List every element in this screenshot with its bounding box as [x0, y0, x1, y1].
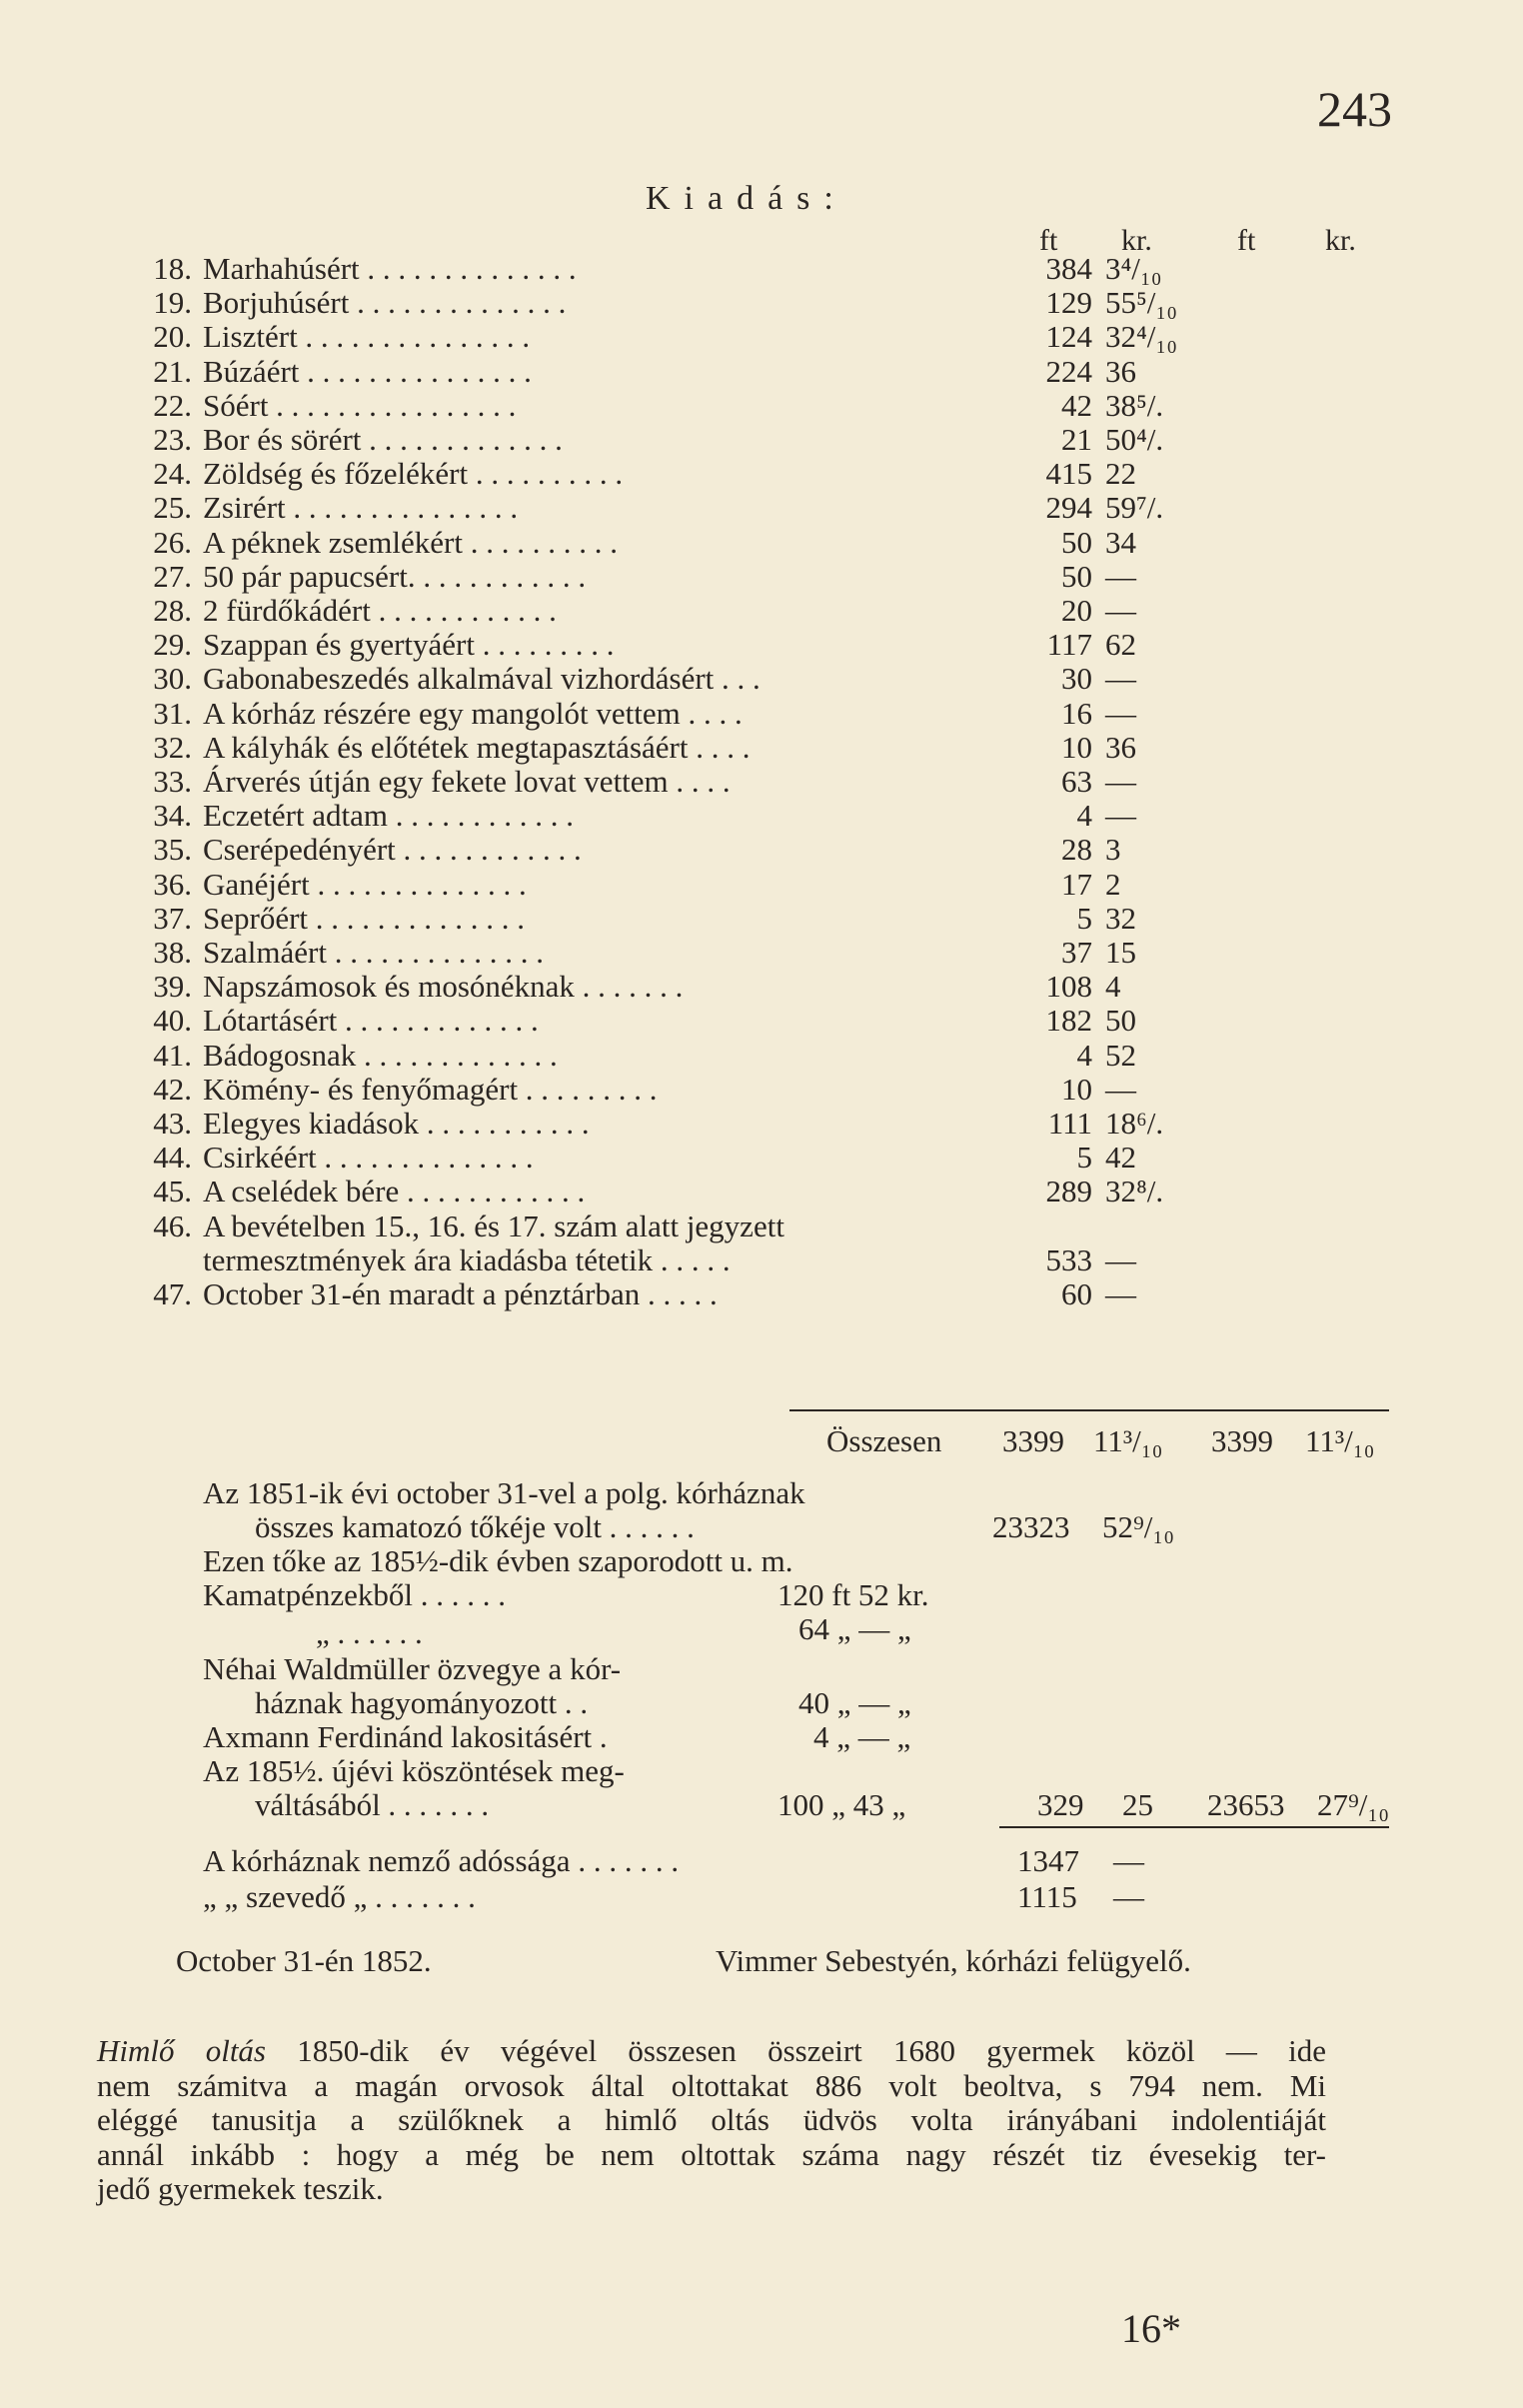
row-number: 18.	[153, 251, 192, 286]
capital-rule	[999, 1826, 1389, 1828]
capital-increase-kr: 25	[1122, 1787, 1153, 1822]
note-line-5: jedő gyermekek teszik.	[97, 2171, 384, 2206]
row-ft: 10	[1061, 1071, 1092, 1107]
table-row	[0, 1107, 1523, 1141]
row-kr: 2	[1105, 866, 1121, 902]
row-kr: —	[1105, 764, 1136, 799]
row-kr: 18⁶/.	[1105, 1106, 1164, 1141]
row-label: Gabonabeszedés alkalmával vizhordásért . . .	[203, 661, 761, 697]
row-ft: 50	[1061, 524, 1092, 560]
row-number: 24.	[153, 456, 192, 492]
note-line-2: nem számitva a magán orvosok által oltottakat 886 volt beoltva, s 794 nem. Mi	[97, 2067, 1326, 2103]
row-label: Elegyes kiadások . . . . . . . . . . .	[203, 1106, 590, 1141]
table-row	[0, 286, 1523, 320]
table-row	[0, 423, 1523, 457]
table-row	[0, 457, 1523, 491]
capital-ft: 23323	[992, 1509, 1070, 1544]
table-row	[0, 252, 1523, 286]
table-row	[0, 697, 1523, 731]
signature-date: October 31-én 1852.	[176, 1943, 432, 1978]
row-label: 2 fürdőkádért . . . . . . . . . . . .	[203, 593, 557, 628]
capital-total-ft: 23653	[1207, 1787, 1285, 1822]
row-label: A kályhák és előtétek megtapasztásáért . . . .	[203, 729, 751, 765]
debt-kr-2: —	[1113, 1879, 1144, 1914]
row-ft: 16	[1061, 695, 1092, 731]
row-label: Kömény- és fenyőmagért . . . . . . . . .	[203, 1071, 658, 1107]
row-ft: 21	[1061, 422, 1092, 457]
table-row	[0, 526, 1523, 560]
capital-total-kr: 27⁹/₁₀	[1317, 1787, 1390, 1822]
row-number: 21.	[153, 353, 192, 389]
debt-ft-2: 1115	[1017, 1879, 1077, 1914]
row-kr: 59⁷/.	[1105, 490, 1164, 526]
row-kr: —	[1105, 1241, 1136, 1277]
signature-name: Vimmer Sebestyén, kórházi felügyelő.	[716, 1943, 1191, 1978]
row-ft: 117	[1046, 627, 1092, 663]
row-label: A péknek zsemlékért . . . . . . . . . .	[203, 524, 618, 560]
row-ft: 415	[1045, 456, 1092, 492]
row-kr: 50⁴/.	[1105, 422, 1164, 457]
row-ft: 60	[1061, 1276, 1092, 1311]
note-line-3: eléggé tanusitja a szülőknek a himlő oltás üdvös volta irányábani indolentiáját	[97, 2102, 1326, 2137]
table-row	[0, 594, 1523, 628]
total-ft: 3399	[1002, 1423, 1064, 1458]
row-ft: 5	[1076, 1140, 1092, 1176]
row-label: Bádogosnak . . . . . . . . . . . . .	[203, 1037, 558, 1073]
row-label: Árverés útján egy fekete lovat vettem . . . .	[203, 764, 731, 799]
row-label: Búzáért . . . . . . . . . . . . . . .	[203, 353, 532, 389]
row-ft: 384	[1045, 251, 1092, 286]
capital-line-4-value: 120 ft 52 kr.	[777, 1577, 929, 1612]
page-number: 243	[1317, 81, 1392, 137]
capital-line-10-value: 100 „ 43 „	[777, 1787, 906, 1822]
row-ft: 124	[1045, 319, 1092, 355]
row-label: 50 pár papucsért. . . . . . . . . . . .	[203, 558, 587, 594]
capital-line-4: Kamatpénzekből . . . . . .	[203, 1577, 507, 1612]
row-label: Ganéjért . . . . . . . . . . . . . .	[203, 866, 527, 902]
col-header-kr-2: kr.	[1325, 224, 1356, 257]
row-label: Zöldség és főzelékért . . . . . . . . . .	[203, 456, 624, 492]
row-ft: 289	[1045, 1174, 1092, 1209]
table-row	[0, 1073, 1523, 1107]
row-number: 36.	[153, 866, 192, 902]
table-row	[0, 1209, 1523, 1243]
row-label: Marhahúsért . . . . . . . . . . . . . .	[203, 251, 577, 286]
row-ft: 224	[1045, 353, 1092, 389]
row-label: Sóért . . . . . . . . . . . . . . . .	[203, 387, 517, 423]
row-kr: 42	[1105, 1140, 1136, 1176]
row-ft: 17	[1061, 866, 1092, 902]
row-number: 19.	[153, 285, 192, 321]
capital-increase-ft: 329	[1037, 1787, 1084, 1822]
row-ft: 28	[1061, 832, 1092, 868]
row-number: 33.	[153, 764, 192, 799]
row-kr: —	[1105, 1276, 1136, 1311]
col-header-kr: kr.	[1121, 224, 1152, 257]
capital-line-7: háznak hagyományozott . .	[255, 1685, 589, 1720]
row-kr: —	[1105, 661, 1136, 697]
table-row	[0, 1004, 1523, 1038]
row-number: 31.	[153, 695, 192, 731]
row-number: 44.	[153, 1140, 192, 1176]
col-header-ft-2: ft	[1237, 224, 1256, 257]
signature-mark: 16*	[1121, 2306, 1181, 2351]
row-label: Csirkéért . . . . . . . . . . . . . .	[203, 1140, 534, 1176]
row-number: 46.	[153, 1207, 192, 1243]
row-number: 42.	[153, 1071, 192, 1107]
row-label: Seprőért . . . . . . . . . . . . . .	[203, 900, 526, 936]
total-kr: 11³/₁₀	[1093, 1423, 1163, 1458]
row-kr: —	[1105, 1071, 1136, 1107]
row-label: Borjuhúsért . . . . . . . . . . . . . .	[203, 285, 567, 321]
row-label: Cserépedényért . . . . . . . . . . . .	[203, 832, 582, 868]
row-ft: 111	[1047, 1106, 1092, 1141]
table-row	[0, 868, 1523, 902]
table-row	[0, 560, 1523, 594]
row-kr: 32⁴/₁₀	[1105, 319, 1178, 355]
row-kr: 36	[1105, 729, 1136, 765]
row-kr: 34	[1105, 524, 1136, 560]
row-ft: 5	[1076, 900, 1092, 936]
col-header-ft: ft	[1039, 224, 1058, 257]
row-number: 38.	[153, 935, 192, 970]
row-kr: 32	[1105, 900, 1136, 936]
row-label: A cselédek bére . . . . . . . . . . . .	[203, 1174, 586, 1209]
row-ft: 37	[1061, 935, 1092, 970]
row-kr: 3	[1105, 832, 1121, 868]
row-number: 28.	[153, 593, 192, 628]
row-number: 30.	[153, 661, 192, 697]
note-line-1: Himlő oltás 1850-dik év végével összesen összeirt 1680 gyermek közöl — ide	[97, 2033, 1327, 2068]
row-label: Lisztért . . . . . . . . . . . . . . .	[203, 319, 531, 355]
row-kr: 3⁴/₁₀	[1105, 251, 1162, 286]
capital-line-3: Ezen tőke az 185½-dik évben szaporodott u. m.	[203, 1543, 793, 1578]
row-kr: 38⁵/.	[1105, 387, 1164, 423]
row-ft: 10	[1061, 729, 1092, 765]
row-ft: 20	[1061, 593, 1092, 628]
row-ft: 294	[1045, 490, 1092, 526]
row-number: 39.	[153, 969, 192, 1005]
table-row	[0, 662, 1523, 696]
row-kr: 15	[1105, 935, 1136, 970]
row-ft: 42	[1061, 387, 1092, 423]
row-kr: 52	[1105, 1037, 1136, 1073]
row-number: 29.	[153, 627, 192, 663]
capital-line-8-value: 4 „ — „	[813, 1719, 911, 1754]
row-kr: 36	[1105, 353, 1136, 389]
table-row	[0, 1277, 1523, 1311]
total-rule	[789, 1409, 1389, 1411]
row-kr: 22	[1105, 456, 1136, 492]
row-label: Napszámosok és mosónéknak . . . . . . .	[203, 969, 684, 1005]
row-ft: 4	[1076, 1037, 1092, 1073]
table-row	[0, 355, 1523, 389]
row-label: Szappan és gyertyáért . . . . . . . . .	[203, 627, 615, 663]
row-number: 34.	[153, 798, 192, 834]
row-label: A kórház részére egy mangolót vettem . . . .	[203, 695, 743, 731]
row-number: 41.	[153, 1037, 192, 1073]
row-ft: 30	[1061, 661, 1092, 697]
total-ft-2: 3399	[1211, 1423, 1273, 1458]
row-label: October 31-én maradt a pénztárban . . . . .	[203, 1276, 718, 1311]
row-label: Bor és sörért . . . . . . . . . . . . .	[203, 422, 563, 457]
row-ft: 50	[1061, 558, 1092, 594]
note-line-4: annál inkább : hogy a még be nem oltottak száma nagy részét tiz évesekig ter-	[97, 2136, 1326, 2172]
section-title: Kiadás:	[646, 180, 847, 217]
row-kr: —	[1105, 558, 1136, 594]
note-lead: Himlő oltás	[97, 2033, 266, 2068]
row-ft: 182	[1045, 1003, 1092, 1039]
table-row	[0, 1141, 1523, 1175]
row-label: A bevételben 15., 16. és 17. szám alatt jegyzett	[203, 1207, 784, 1243]
row-kr: —	[1105, 695, 1136, 731]
row-label: Lótartásért . . . . . . . . . . . . .	[203, 1003, 539, 1039]
row-ft: 533	[1045, 1241, 1092, 1277]
capital-line-5: „ . . . . . .	[316, 1615, 423, 1650]
row-number: 20.	[153, 319, 192, 355]
total-label: Összesen	[826, 1423, 942, 1458]
table-row	[0, 320, 1523, 354]
capital-line-8: Axmann Ferdinánd lakositásért .	[203, 1719, 608, 1754]
row-label: termesztmények ára kiadásba tétetik . . . . .	[203, 1241, 731, 1277]
row-ft: 4	[1076, 798, 1092, 834]
row-number: 40.	[153, 1003, 192, 1039]
table-row	[0, 765, 1523, 799]
row-kr: 55⁵/₁₀	[1105, 285, 1178, 321]
row-label: Eczetért adtam . . . . . . . . . . . .	[203, 798, 575, 834]
row-kr: 62	[1105, 627, 1136, 663]
table-row	[0, 1039, 1523, 1073]
table-row	[0, 1175, 1523, 1208]
table-row	[0, 799, 1523, 833]
table-row	[0, 491, 1523, 525]
table-row	[0, 902, 1523, 936]
row-number: 25.	[153, 490, 192, 526]
row-number: 22.	[153, 387, 192, 423]
debt-ft-1: 1347	[1017, 1843, 1079, 1878]
row-number: 47.	[153, 1276, 192, 1311]
row-kr: 32⁸/.	[1105, 1174, 1164, 1209]
row-label: Zsirért . . . . . . . . . . . . . . .	[203, 490, 519, 526]
row-kr: 4	[1105, 969, 1121, 1005]
vaccination-note	[97, 2034, 1336, 2207]
table-row	[0, 389, 1523, 423]
capital-line-5-value: 64 „ — „	[798, 1611, 911, 1646]
capital-kr: 52⁹/₁₀	[1102, 1509, 1175, 1544]
capital-line-10: váltásából . . . . . . .	[255, 1787, 490, 1822]
row-kr: —	[1105, 593, 1136, 628]
debt-kr-1: —	[1113, 1843, 1144, 1878]
capital-line-9: Az 185½. újévi köszöntések meg-	[203, 1753, 625, 1788]
row-label: Szalmáért . . . . . . . . . . . . . .	[203, 935, 544, 970]
capital-line-2: összes kamatozó tőkéje volt . . . . . .	[255, 1509, 695, 1544]
row-number: 35.	[153, 832, 192, 868]
row-number: 27.	[153, 558, 192, 594]
row-number: 45.	[153, 1174, 192, 1209]
row-number: 37.	[153, 900, 192, 936]
row-ft: 108	[1045, 969, 1092, 1005]
table-row	[0, 1243, 1523, 1277]
table-row	[0, 628, 1523, 662]
debt-line-1: A kórháznak nemző adóssága . . . . . . .	[203, 1843, 680, 1878]
table-row	[0, 936, 1523, 970]
table-row	[0, 970, 1523, 1004]
capital-line-6: Néhai Waldmüller özvegye a kór-	[203, 1651, 622, 1686]
row-number: 32.	[153, 729, 192, 765]
row-number: 43.	[153, 1106, 192, 1141]
row-number: 23.	[153, 422, 192, 457]
table-row	[0, 731, 1523, 765]
row-kr: —	[1105, 798, 1136, 834]
debt-line-2: „ „ szevedő „ . . . . . . .	[203, 1879, 476, 1914]
row-kr: 50	[1105, 1003, 1136, 1039]
total-kr-2: 11³/₁₀	[1305, 1423, 1375, 1458]
row-ft: 129	[1045, 285, 1092, 321]
table-row	[0, 833, 1523, 867]
capital-line-7-value: 40 „ — „	[798, 1685, 911, 1720]
row-ft: 63	[1061, 764, 1092, 799]
row-number: 26.	[153, 524, 192, 560]
capital-line-1: Az 1851-ik évi october 31-vel a polg. kórháznak	[203, 1475, 805, 1510]
